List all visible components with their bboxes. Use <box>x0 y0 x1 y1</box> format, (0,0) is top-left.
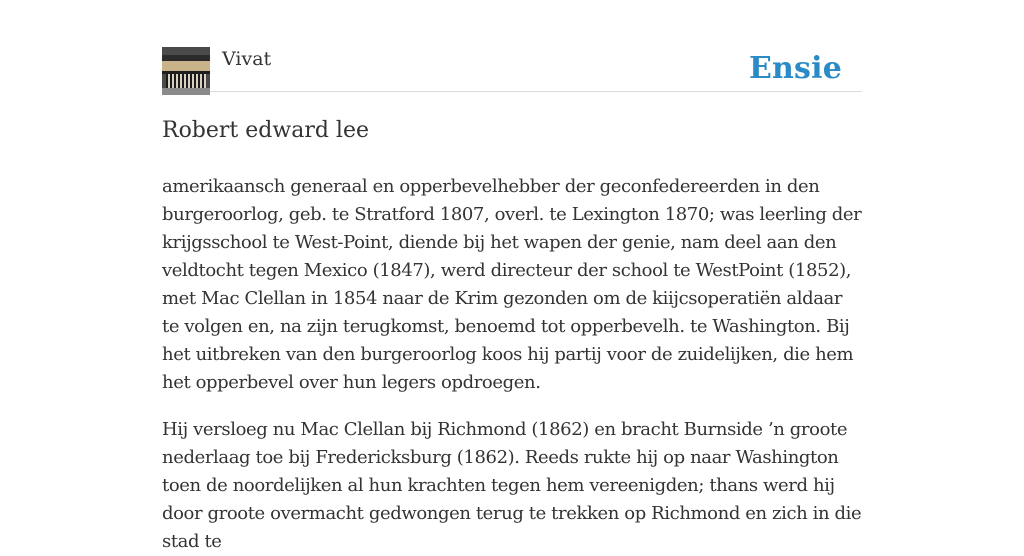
article-page <box>162 47 862 556</box>
ensie-logo[interactable]: Ensie <box>748 51 842 86</box>
article-header <box>162 47 862 92</box>
author-avatar[interactable] <box>162 47 210 95</box>
bookshelf-icon <box>162 47 210 95</box>
author-name[interactable]: Vivat <box>222 48 272 70</box>
article-paragraph-1: amerikaansch generaal en opperbevelhebber der geconfedereerden in den burgeroorlog, geb. te Stratford 1807, overl. te Lexington 1870; was leerling der krijgsschool te West-Point, diende bij het wapen der genie, nam deel aan den veldtocht tegen Mexico (1847), werd directeur der school te WestPoint (1852), met Mac Clellan in 1854 naar de Krim gezonden om de kiijcsoperatiën aldaar te volgen en, na zijn terugkomst, benoemd tot opperbevelh. te Washington. Bij het uitbreken van den burgeroorlog koos hij partij voor de zuidelijken, die hem het opperbevel over hun legers opdroegen. <box>162 176 862 393</box>
article-title: Robert edward lee <box>162 118 369 143</box>
article-paragraph-2: Hij versloeg nu Mac Clellan bij Richmond (1862) en bracht Burnside ’n groote nederlaag toe bij Fredericksburg (1862). Reeds rukte hij op naar Washington toen de noordelijken al hun krachten tegen hem vereenigden; thans werd hij door groote overmacht gedwongen terug te trekken op Richmond en zich in die stad te <box>162 419 862 552</box>
